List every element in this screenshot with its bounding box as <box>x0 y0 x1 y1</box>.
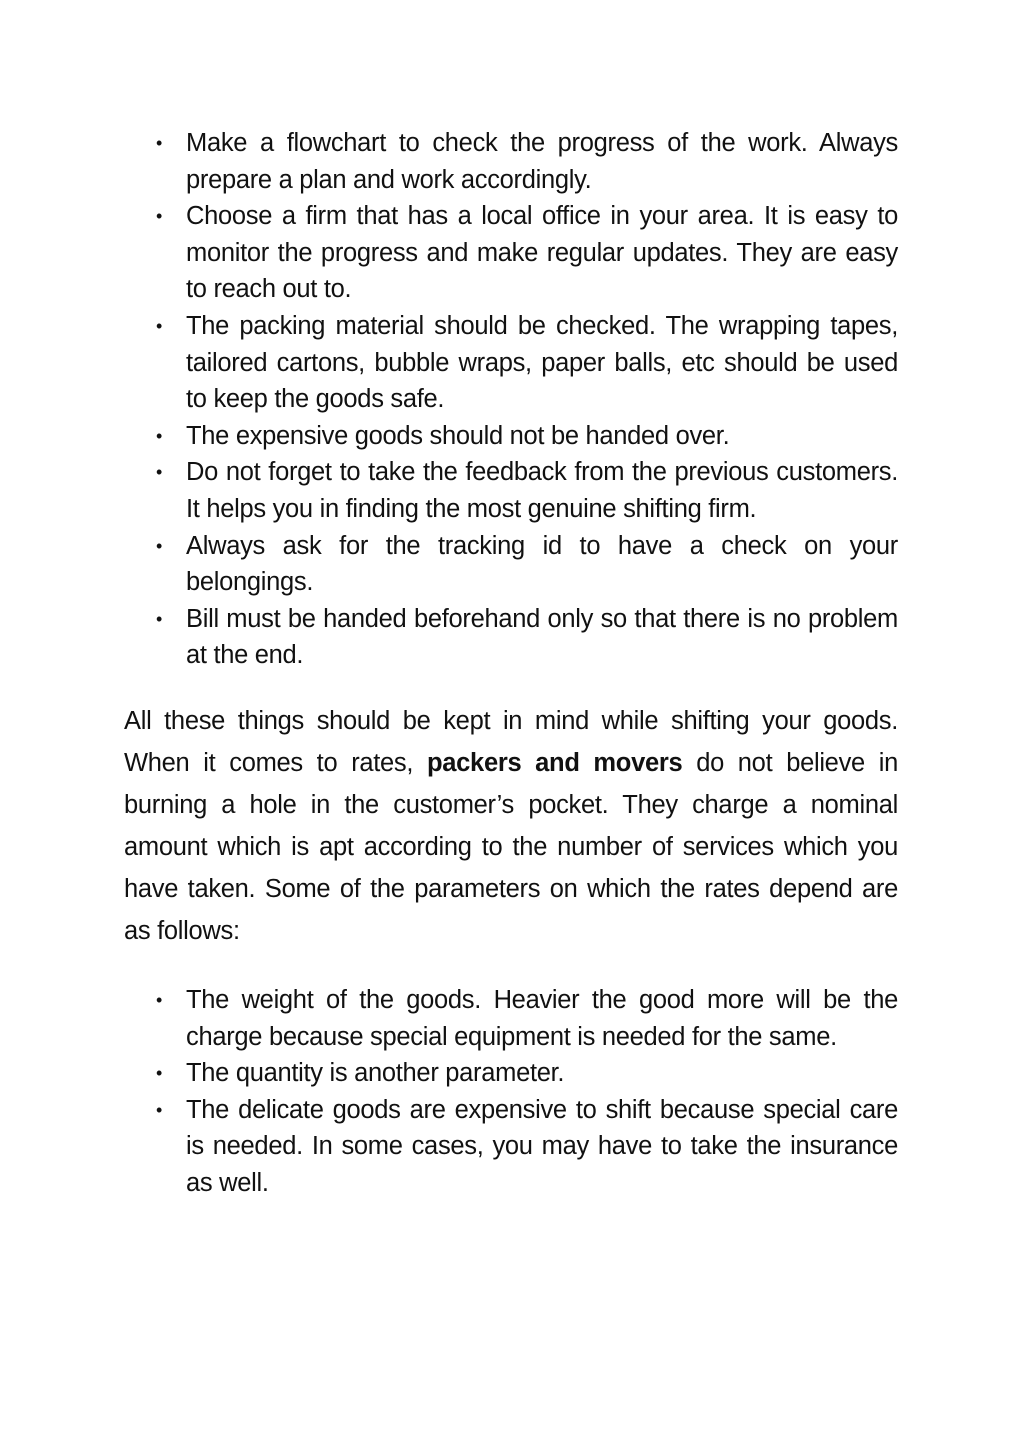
list-item: • The packing material should be checked. The wrapping tapes, tailored cartons, bubble wraps, paper balls, etc should be used to keep the goods safe. <box>186 308 898 418</box>
list-item: • Always ask for the tracking id to have a check on your belongings. <box>186 528 898 601</box>
bullet-icon: • <box>156 206 163 227</box>
bullet-icon: • <box>156 1099 163 1120</box>
bullet-icon: • <box>156 133 163 153</box>
list-item: • The quantity is another parameter. <box>186 1055 898 1092</box>
bullet-icon: • <box>156 462 163 483</box>
list-item: • The expensive goods should not be handed over. <box>186 418 898 455</box>
list-item: • The weight of the goods. Heavier the good more will be the charge because special equipment is needed for the same. <box>186 982 898 1055</box>
bullet-icon: • <box>156 1063 163 1084</box>
packers-and-movers-keyword: packers and movers <box>427 748 683 777</box>
list-item: • The delicate goods are expensive to shift because special care is needed. In some cases, you may have to take the insurance as well. <box>186 1092 898 1202</box>
bullet-icon: • <box>156 608 163 629</box>
tips-list <box>124 125 898 674</box>
list-item: • Choose a firm that has a local office in your area. It is easy to monitor the progress and make regular updates. They are easy to reach out to. <box>186 198 898 308</box>
bullet-icon: • <box>156 315 163 336</box>
bullet-icon: • <box>156 535 163 556</box>
list-item: • Do not forget to take the feedback from the previous customers. It helps you in finding the most genuine shifting firm. <box>186 454 898 527</box>
bullet-icon: • <box>156 989 163 1010</box>
bullet-icon: • <box>156 425 163 446</box>
document-page <box>124 125 898 1201</box>
list-item: • Make a flowchart to check the progress of the work. Always prepare a plan and work accordingly. <box>186 125 898 198</box>
list-item: • Bill must be handed beforehand only so that there is no problem at the end. <box>186 601 898 674</box>
rate-parameters-list <box>124 982 898 1202</box>
rates-paragraph: All these things should be kept in mind while shifting your goods. When it comes to rates, packers and movers do not believe in burning a hole in the customer’s pocket. They charge a nominal amount which is apt according to the number of services which you have taken. Some of the parameters on which the rates depend are as follows: <box>124 706 898 945</box>
